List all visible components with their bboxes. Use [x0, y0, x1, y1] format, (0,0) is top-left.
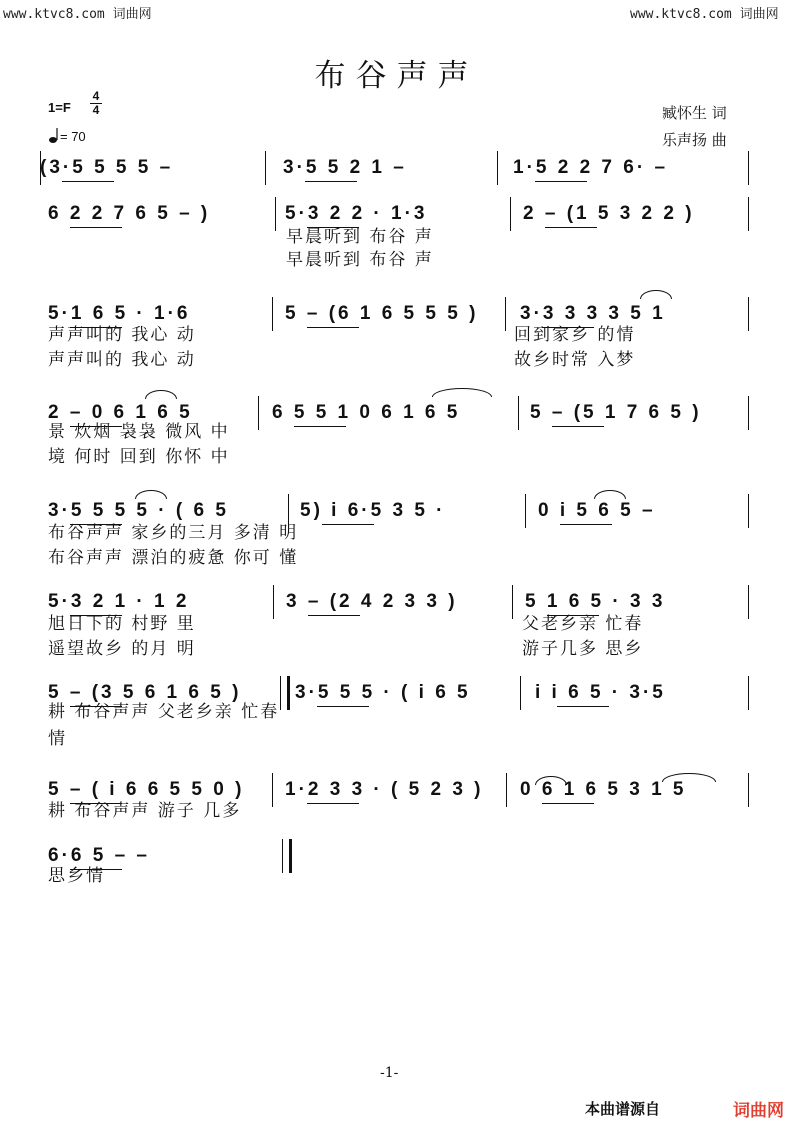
beam-line [307, 327, 359, 328]
barline [272, 773, 273, 807]
lyric-line: 声声叫的 我心 动 [48, 350, 196, 370]
lyric-line: 耕 布谷声声 父老乡亲 忙春 [48, 702, 280, 722]
measure-notes: 3·3 3 3 3 5 1 [520, 303, 666, 324]
time-numerator: 4 [92, 89, 100, 103]
measure-notes: 5·3 2 2 · 1·3 [285, 203, 428, 224]
beam-line [557, 706, 609, 707]
tempo-marking: = 70 [60, 129, 86, 144]
beam-line [305, 181, 357, 182]
lyric-line: 早晨听到 布谷 声 [286, 250, 434, 270]
beam-line [308, 615, 360, 616]
repeat-barline [280, 676, 290, 710]
barline [748, 396, 749, 430]
barline [275, 197, 276, 231]
measure-notes: 5·1 6 5 · 1·6 [48, 303, 191, 324]
measure-notes: 5 – (6 1 6 5 5 5 ) [285, 303, 479, 324]
beam-line [307, 803, 359, 804]
lyric-line: 声声叫的 我心 动 [48, 325, 196, 345]
measure-notes: 3·5 5 2 1 – [283, 157, 407, 178]
measure-notes: 0 6 1 6 5 3 1 5 [520, 779, 687, 800]
barline [497, 151, 498, 185]
measure-notes: 1·5 2 2 7 6· – [513, 157, 669, 178]
page-number: -1- [380, 1065, 399, 1081]
barline [40, 151, 41, 185]
slur-mark [594, 490, 626, 499]
slur-mark [640, 290, 672, 299]
barline [272, 297, 273, 331]
beam-line [62, 181, 114, 182]
slur-mark [662, 773, 716, 782]
lyric-line: 回到家乡 的情 [514, 325, 636, 345]
barline [273, 585, 274, 619]
lyric-line: 景 炊烟 袅袅 微风 中 [48, 422, 230, 442]
lyric-line: 父老乡亲 忙春 [522, 614, 644, 634]
measure-notes: (3·5 5 5 5 – [40, 157, 174, 178]
lyric-line: 境 何时 回到 你怀 中 [48, 447, 230, 467]
measure-notes: 6 5 5 1 0 6 1 6 5 [272, 402, 461, 423]
lyric-line: 耕 布谷声声 游子 几多 [48, 801, 242, 821]
lyric-line: 布谷声声 漂泊的疲惫 你可 懂 [48, 548, 299, 568]
site-logo: 词曲网 [733, 1101, 784, 1121]
beam-line [70, 227, 122, 228]
barline [510, 197, 511, 231]
slur-mark [535, 776, 567, 785]
lyric-line: 布谷声声 家乡的三月 多清 明 [48, 523, 299, 543]
barline [748, 773, 749, 807]
measure-notes: i i 6 5 · 3·5 [535, 682, 666, 703]
barline [518, 396, 519, 430]
beam-line [535, 181, 587, 182]
measure-notes: 5 – (3 5 6 1 6 5 ) [48, 682, 242, 703]
barline [748, 585, 749, 619]
barline [748, 297, 749, 331]
measure-notes: 5) i 6·5 3 5 · [300, 500, 446, 521]
beam-line [560, 524, 612, 525]
barline [506, 773, 507, 807]
measure-notes: 2 – (1 5 3 2 2 ) [523, 203, 695, 224]
beam-line [545, 227, 597, 228]
song-title: 布谷声声 [314, 58, 479, 94]
barline [748, 494, 749, 528]
composer-credit: 乐声扬 曲 [662, 131, 727, 149]
measure-notes: 3·5 5 5 5 · ( 6 5 [48, 500, 229, 521]
watermark-left: www.ktvc8.com 词曲网 [3, 7, 152, 22]
measure-notes: 0 i 5 6 5 – [538, 500, 656, 521]
lyric-line: 旭日下的 村野 里 [48, 614, 196, 634]
barline [505, 297, 506, 331]
time-denominator: 4 [90, 103, 102, 117]
measure-notes: 5·3 2 1 · 1 2 [48, 591, 190, 612]
beam-line [552, 426, 604, 427]
barline [525, 494, 526, 528]
measure-notes: 6·6 5 – – [48, 845, 150, 866]
barline [748, 676, 749, 710]
beam-line [542, 803, 594, 804]
lyric-line: 遥望故乡 的月 明 [48, 639, 196, 659]
key-signature: 1=F [48, 100, 71, 115]
slur-mark [145, 390, 177, 399]
measure-notes: 3·5 5 5 · ( i 6 5 [295, 682, 471, 703]
measure-notes: 5 1 6 5 · 3 3 [525, 591, 666, 612]
lyric-line: 早晨听到 布谷 声 [286, 227, 434, 247]
barline [748, 151, 749, 185]
barline [520, 676, 521, 710]
watermark-right: www.ktvc8.com 词曲网 [630, 7, 779, 22]
barline [265, 151, 266, 185]
lyricist-credit: 臧怀生 词 [662, 104, 727, 122]
measure-notes: 1·2 3 3 · ( 5 2 3 ) [285, 779, 484, 800]
beam-line [294, 426, 346, 427]
time-signature [90, 90, 102, 117]
source-label: 本曲谱源自 [585, 1100, 661, 1118]
barline [748, 197, 749, 231]
lyric-line: 故乡时常 入梦 [514, 350, 636, 370]
lyric-line: 思乡情 [48, 866, 105, 886]
measure-notes: 6 2 2 7 6 5 – ) [48, 203, 211, 224]
measure-notes: 5 – (5 1 7 6 5 ) [530, 402, 702, 423]
slur-mark [135, 490, 167, 499]
measure-notes: 5 – ( i 6 6 5 5 0 ) [48, 779, 245, 800]
barline [258, 396, 259, 430]
barline [512, 585, 513, 619]
lyric-line: 情 [48, 729, 67, 749]
slur-mark [432, 388, 492, 397]
lyric-line: 游子几多 思乡 [522, 639, 644, 659]
repeat-barline [282, 839, 292, 873]
beam-line [322, 524, 374, 525]
measure-notes: 3 – (2 4 2 3 3 ) [286, 591, 458, 612]
measure-notes: 2 – 0 6 1 6 5 [48, 402, 193, 423]
beam-line [317, 706, 369, 707]
